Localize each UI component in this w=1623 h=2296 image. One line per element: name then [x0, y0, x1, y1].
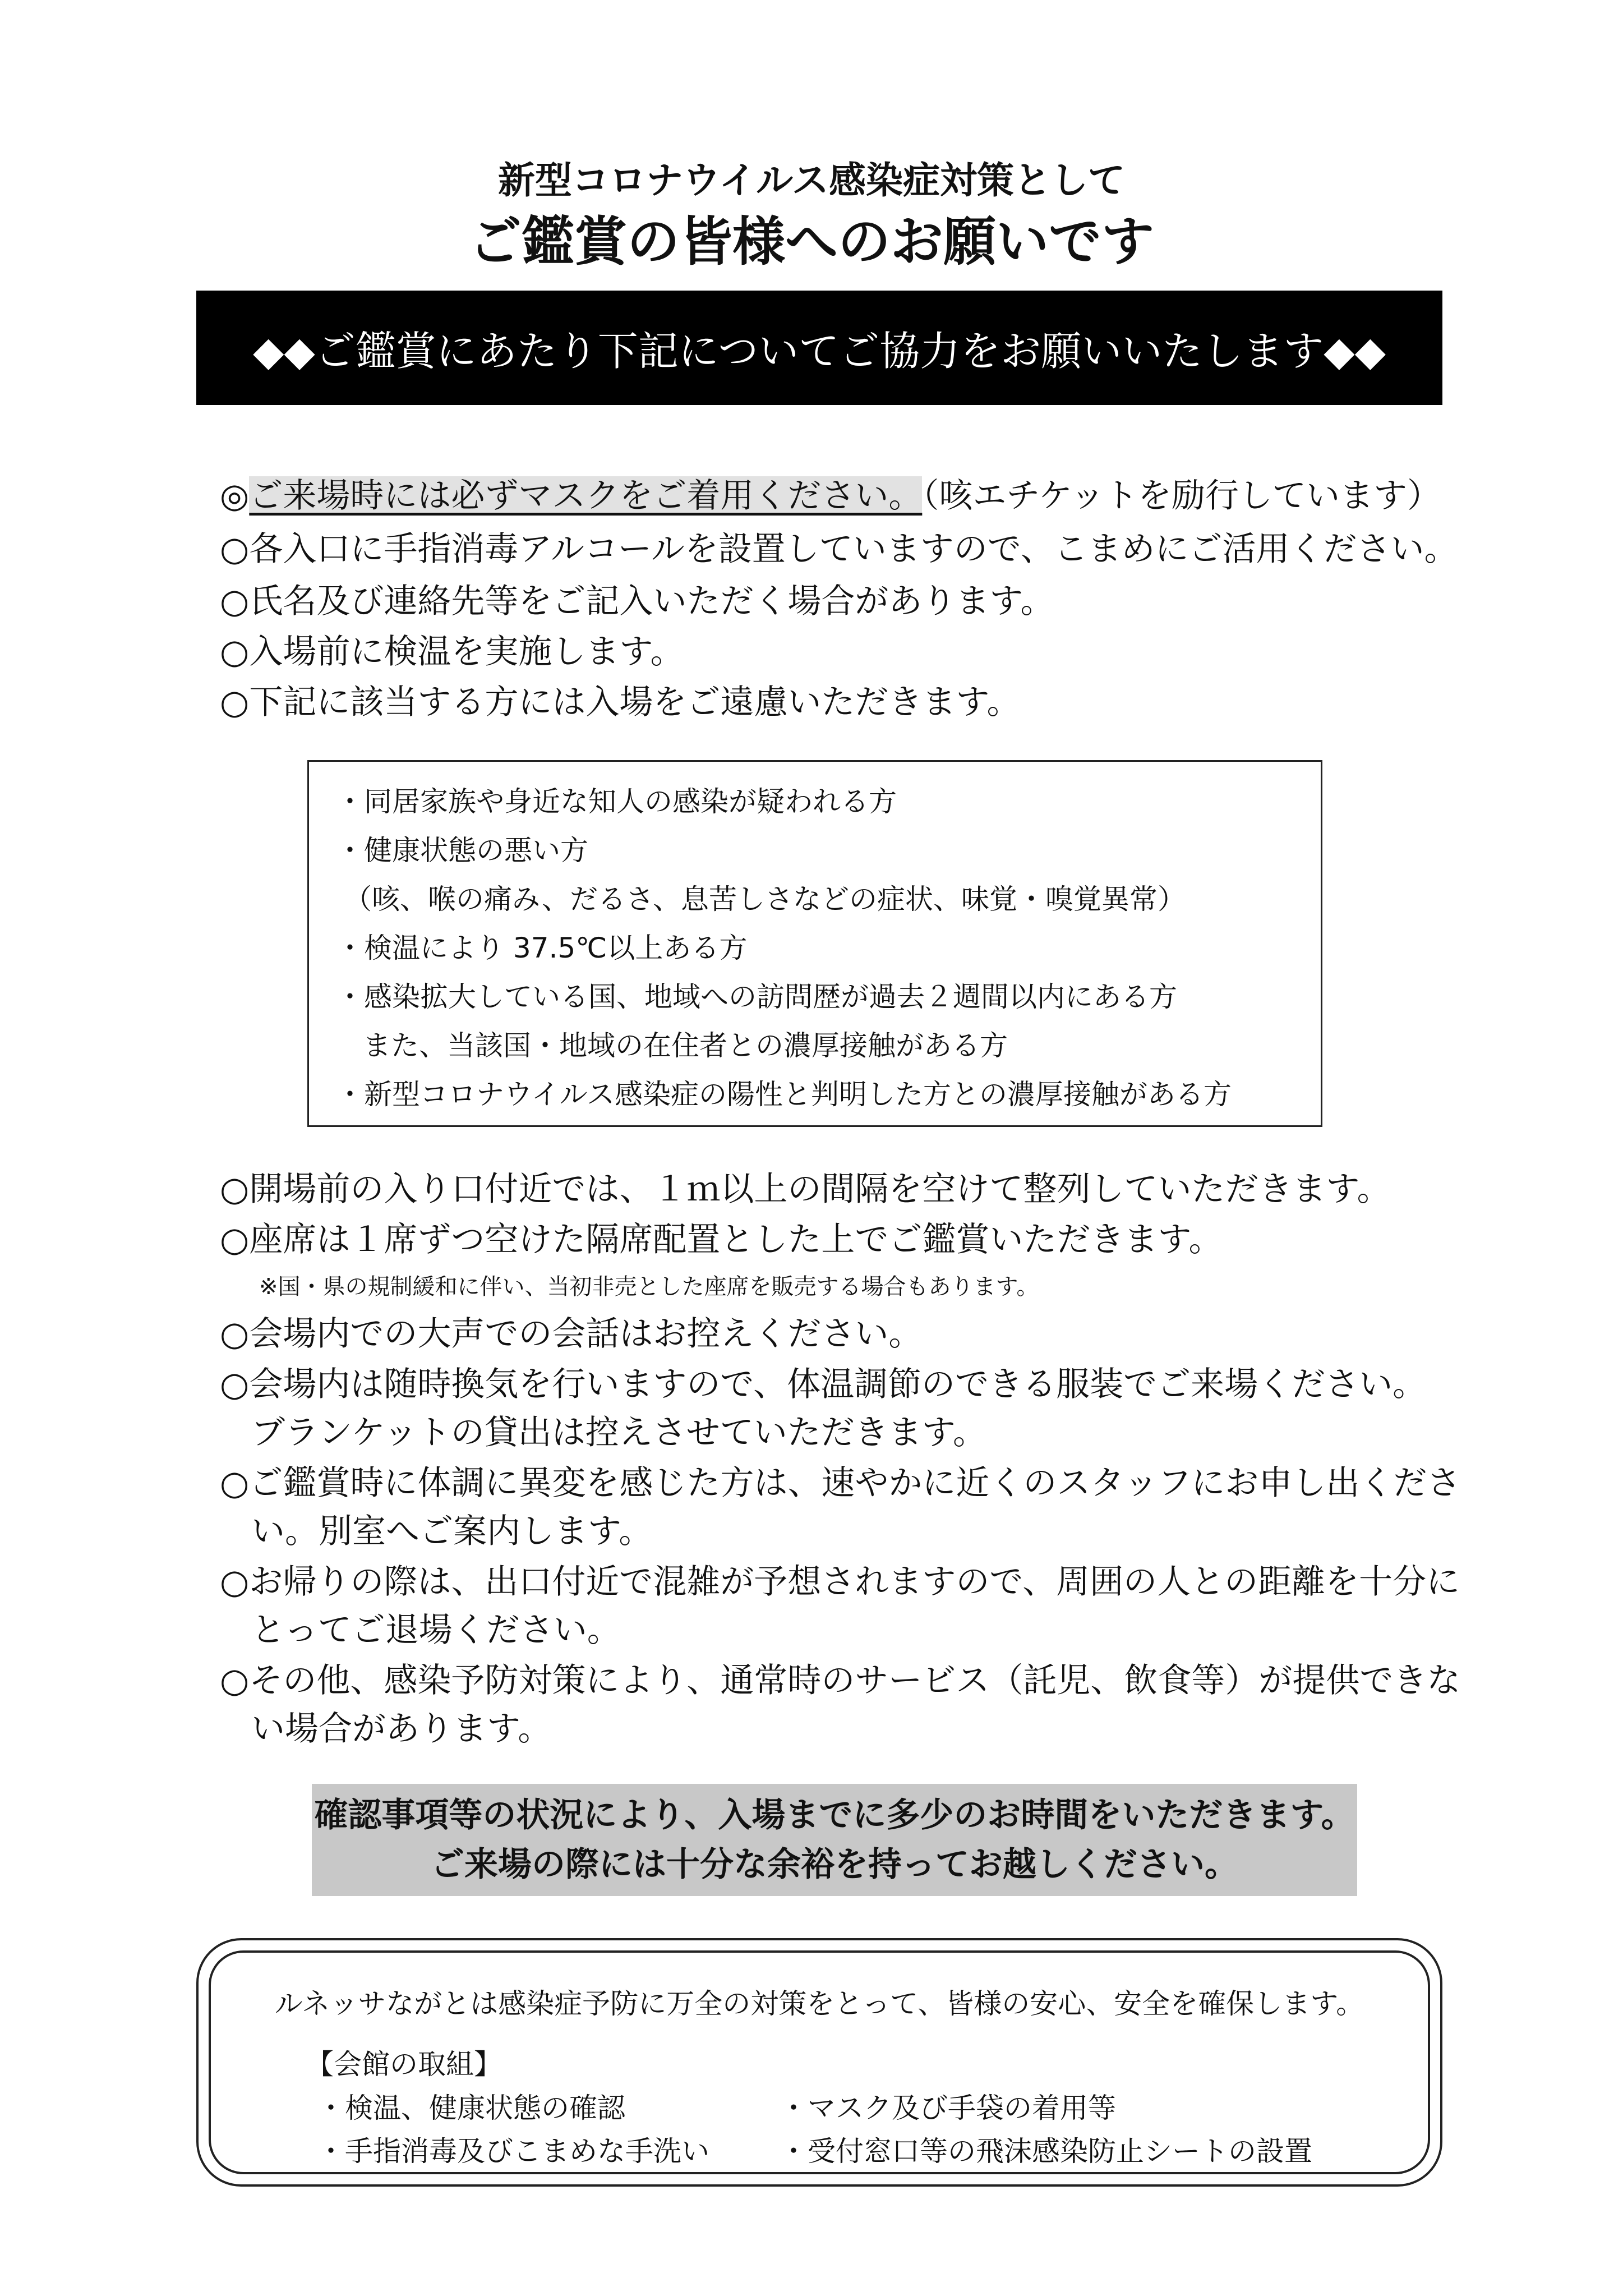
time-notice-line2: ご来場の際には十分な余裕を持ってお越しください。: [431, 1845, 1238, 1884]
exit-item-cont: とってご退場ください。: [251, 1611, 621, 1650]
conversation-item: ○会場内での大声での会話はお控えください。: [220, 1314, 923, 1354]
temperature-check-item: ○入場前に検温を実施します。: [220, 632, 684, 671]
refusal-conditions-box: [307, 760, 1322, 1127]
facility-statement: ルネッサながとは感染症予防に万全の対策をとって、皆様の安心、安全を確保します。: [274, 1987, 1364, 2020]
facility-measure: ・手指消毒及びこまめな手洗い: [317, 2135, 709, 2168]
time-notice-line1: 確認事項等の状況により、入場までに多少のお時間をいただきます。: [314, 1796, 1355, 1835]
exit-item: ○お帰りの際は、出口付近で混雑が予想されますので、周囲の人との距離を十分に: [220, 1562, 1460, 1602]
services-item: ○その他、感染予防対策により、通常時のサービス（託児、飲食等）が提供できな: [220, 1661, 1461, 1700]
queue-spacing-item: ○開場前の入り口付近では、１ｍ以上の間隔を空けて整列していただきます。: [220, 1170, 1391, 1209]
ventilation-item: ○会場内は随時換気を行いますので、体温調節のできる服装でご来場ください。: [220, 1365, 1427, 1404]
illness-item: ○ご鑑賞時に体調に異変を感じた方は、速やかに近くのスタッフにお申し出くださ: [220, 1464, 1461, 1503]
page-title: ご鑑賞の皆様へのお願いです: [468, 211, 1154, 273]
time-notice: [312, 1784, 1357, 1896]
condition-item: ・新型コロナウイルス感染症の陽性と判明した方との濃厚接触がある方: [336, 1078, 1232, 1111]
condition-item: ・健康状態の悪い方: [336, 834, 588, 867]
services-item-cont: い場合があります。: [251, 1709, 552, 1749]
condition-item: ・検温により 37.5℃以上ある方: [336, 932, 748, 964]
seating-note: ※国・県の規制緩和に伴い、当初非売とした座席を販売する場合もあります。: [259, 1274, 1039, 1300]
condition-item: ・感染拡大している国、地域への訪問歴が過去２週間以内にある方: [336, 981, 1177, 1013]
mask-item: [220, 471, 1441, 521]
condition-detail: （咳、喉の痛み、だるさ、息苦しさなどの症状、味覚・嗅覚異常）: [344, 883, 1186, 915]
request-banner: [196, 291, 1442, 405]
entry-refusal-item: ○下記に該当する方には入場をご遠慮いただきます。: [220, 683, 1021, 722]
facility-measure: ・検温、健康状態の確認: [317, 2092, 625, 2124]
page-subtitle: 新型コロナウイルス感染症対策として: [497, 159, 1126, 202]
facility-heading: 【会館の取組】: [306, 2048, 502, 2081]
contact-info-item: ○氏名及び連絡先等をご記入いただく場合があります。: [220, 582, 1054, 621]
sanitizer-item: ○各入口に手指消毒アルコールを設置していますので、こまめにご活用ください。: [220, 530, 1458, 569]
mask-note: （咳エチケットを励行しています）: [922, 476, 1441, 516]
facility-measure: ・受付窓口等の飛沫感染防止シートの設置: [780, 2135, 1312, 2168]
condition-detail: また、当該国・地域の在住者との濃厚接触がある方: [363, 1029, 1008, 1062]
seating-item: ○座席は１席ずつ空けた隔席配置とした上でご鑑賞いただきます。: [220, 1220, 1223, 1259]
mask-prefix: ◎: [220, 476, 250, 516]
mask-requirement: ご来場時には必ずマスクをご着用ください。: [249, 476, 923, 516]
ventilation-item-cont: ブランケットの貸出は控えさせていただきます。: [251, 1413, 986, 1452]
banner-text: ◆◆ご鑑賞にあたり下記についてご協力をお願いいたします◆◆: [252, 328, 1386, 375]
facility-measure: ・マスク及び手袋の着用等: [780, 2092, 1116, 2124]
illness-item-cont: い。別室へご案内します。: [251, 1512, 653, 1551]
condition-item: ・同居家族や身近な知人の感染が疑われる方: [336, 785, 897, 818]
